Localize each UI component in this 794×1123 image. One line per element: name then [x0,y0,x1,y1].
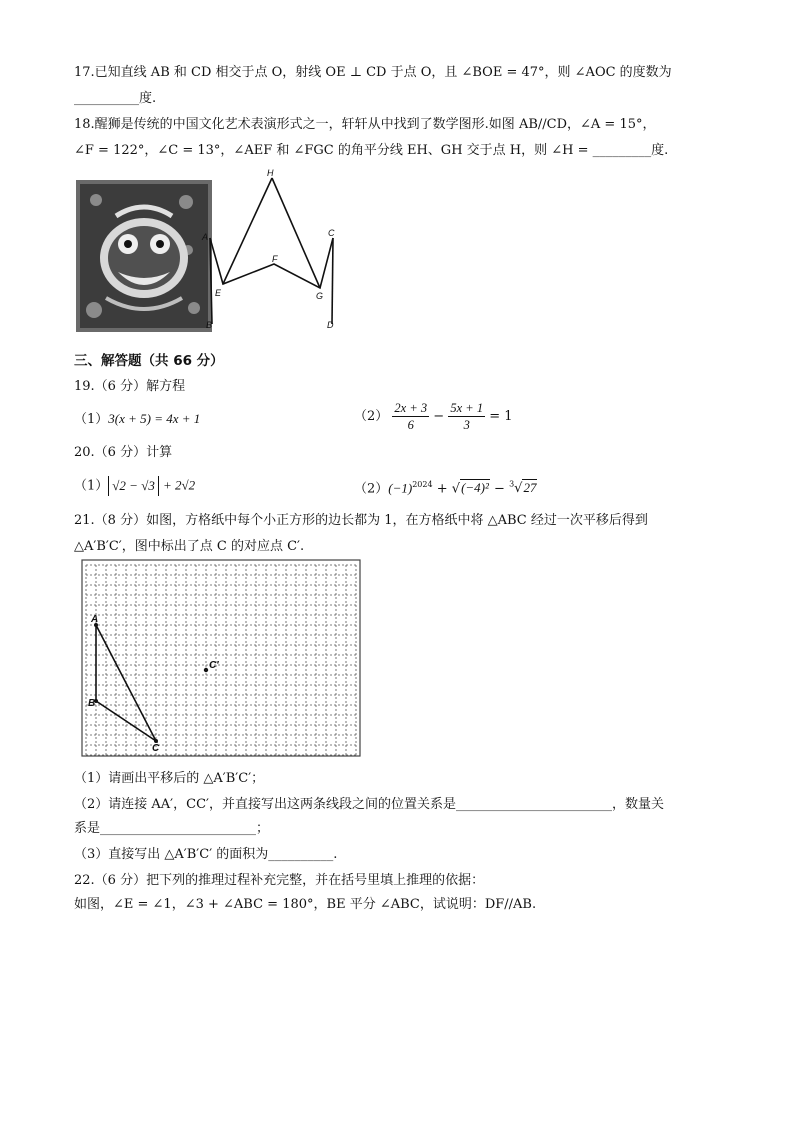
q19-fraction-1-num: 2x + 3 [394,401,428,415]
q21-sub3: （3）直接写出 △A′B′C′ 的面积为__________. [74,847,338,862]
q22-line1: 22.（6 分）把下列的推理过程补充完整，并在括号里填上推理的依据： [74,873,485,888]
q20-part1 [74,476,195,496]
label-E: E [215,288,222,298]
q20-absolute-value: √2 − √3 [108,476,159,496]
q19-fraction-2 [448,400,485,433]
q20-power-exponent: 2024 [412,480,433,489]
q20-square-root: (−4)² [461,480,489,496]
q19-part2-label: （2） [354,409,389,424]
q19-part2 [354,400,513,433]
q19-part1-equation: 3(x + 5) = 4x + 1 [108,411,201,426]
label-C: C [328,228,335,238]
label-B: B [206,320,213,330]
q17-line2: __________度. [74,91,157,106]
q20-part2 [354,476,537,498]
q20-cube-root: 27 [523,480,537,496]
q19-stem: 19.（6 分）解方程 [74,379,186,394]
q18-geometry-figure [196,166,356,332]
label-F: F [272,254,278,264]
q20-part2-label: （2） [354,481,389,497]
grid-label-C-prime: C′ [209,660,219,671]
grid-label-B: B [88,698,96,709]
q18-line1: 18.醒狮是传统的中国文化艺术表演形式之一，轩轩从中找到了数学图形.如图 AB//CD，∠A = 15°， [74,117,656,132]
label-D: D [327,320,334,330]
grid-label-A: A [91,614,99,625]
sqrt-icon: √ [451,481,461,497]
q19-fraction-1 [392,400,429,433]
q20-stem: 20.（6 分）计算 [74,445,173,460]
q19-part1-label: （1） [74,412,109,427]
label-G: G [316,291,324,301]
cube-root-icon: $^3$√ [509,480,523,497]
q21-sub2-a: （2）请连接 AA′，CC′，并直接写出这两条线段之间的位置关系是________________________，数量关 [74,797,664,812]
grid-label-C: C [152,743,160,754]
section3-title: 三、解答题（共 66 分） [74,353,224,369]
q22-line2: 如图，∠E = ∠1，∠3 + ∠ABC = 180°，BE 平分 ∠ABC，试说明：DF//AB. [74,897,537,912]
q21-line2: △A′B′C′，图中标出了点 C 的对应点 C′. [74,539,305,554]
q19-fraction-1-den: 6 [407,418,414,432]
q19-fraction-2-den: 3 [463,418,470,432]
q21-sub2-b: 系是________________________； [74,821,270,836]
q19-fraction-2-num: 5x + 1 [450,401,484,415]
q20-part1-label: （1） [74,478,109,494]
q20-plus: + [436,481,448,497]
q20-minus: − [494,481,505,497]
q17-line1: 17.已知直线 AB 和 CD 相交于点 O，射线 OE ⊥ CD 于点 O，且 ∠BOE = 47°，则 ∠AOC 的度数为 [74,65,672,80]
q19-rhs: = 1 [489,409,513,424]
q21-grid-figure [80,558,364,760]
label-H: H [267,168,274,178]
q19-part1 [74,410,200,429]
lion-dance-photo [76,180,212,332]
q20-part1-rest: + 2√2 [162,477,196,493]
label-A: A [202,232,209,242]
q21-sub1: （1）请画出平移后的 △A′B′C′； [74,771,265,786]
q21-line1: 21.（8 分）如图，方格纸中每个小正方形的边长都为 1，在方格纸中将 △ABC 经过一次平移后得到 [74,513,648,528]
q19-minus: − [433,409,445,424]
q20-power-base: (−1) [388,480,413,496]
q18-line2: ∠F = 122°，∠C = 13°，∠AEF 和 ∠FGC 的角平分线 EH、GH 交于点 H，则 ∠H = _________度. [74,143,669,158]
